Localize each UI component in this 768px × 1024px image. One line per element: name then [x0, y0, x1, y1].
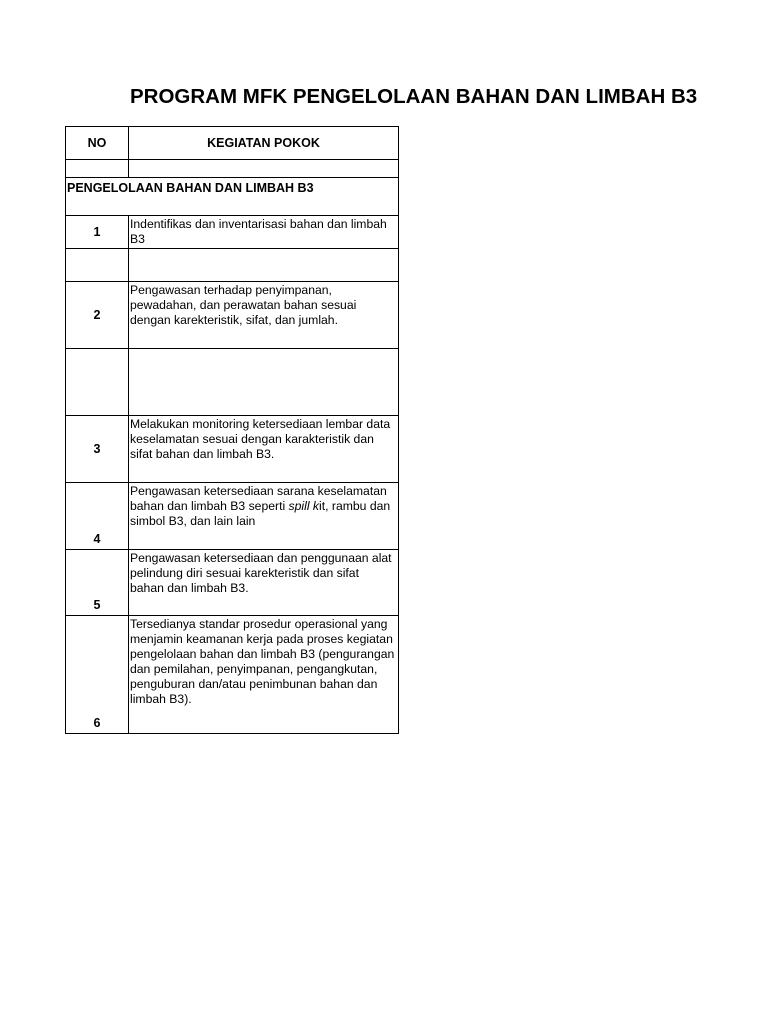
- table-row: [66, 483, 399, 550]
- row-kegiatan: Melakukan monitoring ketersediaan lembar data keselamatan sesuai dengan karakteristik dan sifat bahan dan limbah B3.: [129, 416, 399, 483]
- spacer-cell: [129, 249, 399, 282]
- row-number: 5: [66, 550, 129, 616]
- section-row: [66, 178, 399, 216]
- section-heading: PENGELOLAAN BAHAN DAN LIMBAH B3: [66, 178, 399, 216]
- row-number: 4: [66, 483, 129, 550]
- row-text-before: Pengawasan ketersediaan sarana keselamatan bahan dan limbah B3 seperti: [130, 484, 387, 513]
- table-row: [66, 616, 399, 734]
- table-spacer-row: [66, 249, 399, 282]
- row-kegiatan: Pengawasan terhadap penyimpanan, pewadahan, dan perawatan bahan sesuai dengan karekteristik, sifat, dan jumlah.: [129, 282, 399, 349]
- row-number: 3: [66, 416, 129, 483]
- table-row: [66, 216, 399, 249]
- spacer-cell: [66, 249, 129, 282]
- table-row: [66, 282, 399, 349]
- header-no: NO: [66, 127, 129, 160]
- spacer-cell: [66, 160, 129, 178]
- header-kegiatan-pokok: KEGIATAN POKOK: [129, 127, 399, 160]
- row-kegiatan: [129, 483, 399, 550]
- row-number: 2: [66, 282, 129, 349]
- table-spacer-row: [66, 349, 399, 416]
- row-text-after: it, rambu dan simbol B3, dan lain lain: [130, 499, 391, 528]
- table-header-row: [66, 127, 399, 160]
- table-row: [66, 550, 399, 616]
- row-number: 6: [66, 616, 129, 734]
- program-table: [65, 126, 399, 734]
- document-title: PROGRAM MFK PENGELOLAAN BAHAN DAN LIMBAH B3: [130, 85, 698, 108]
- row-text-italic: spill k: [288, 499, 320, 513]
- spacer-cell: [66, 349, 129, 416]
- row-kegiatan: Indentifikas dan inventarisasi bahan dan limbah B3: [129, 216, 399, 249]
- row-number: 1: [66, 216, 129, 249]
- spacer-cell: [129, 349, 399, 416]
- spacer-cell: [129, 160, 399, 178]
- row-kegiatan: Pengawasan ketersediaan dan penggunaan alat pelindung diri sesuai karekteristik dan sifat bahan dan limbah B3.: [129, 550, 399, 616]
- row-kegiatan: Tersedianya standar prosedur operasional yang menjamin keamanan kerja pada proses kegiatan pengelolaan bahan dan limbah B3 (pengurangan dan pemilahan, penyimpanan, pengangkutan, penguburan dan/atau penimbunan bahan dan limbah B3).: [129, 616, 399, 734]
- table-spacer-row: [66, 160, 399, 178]
- table-row: [66, 416, 399, 483]
